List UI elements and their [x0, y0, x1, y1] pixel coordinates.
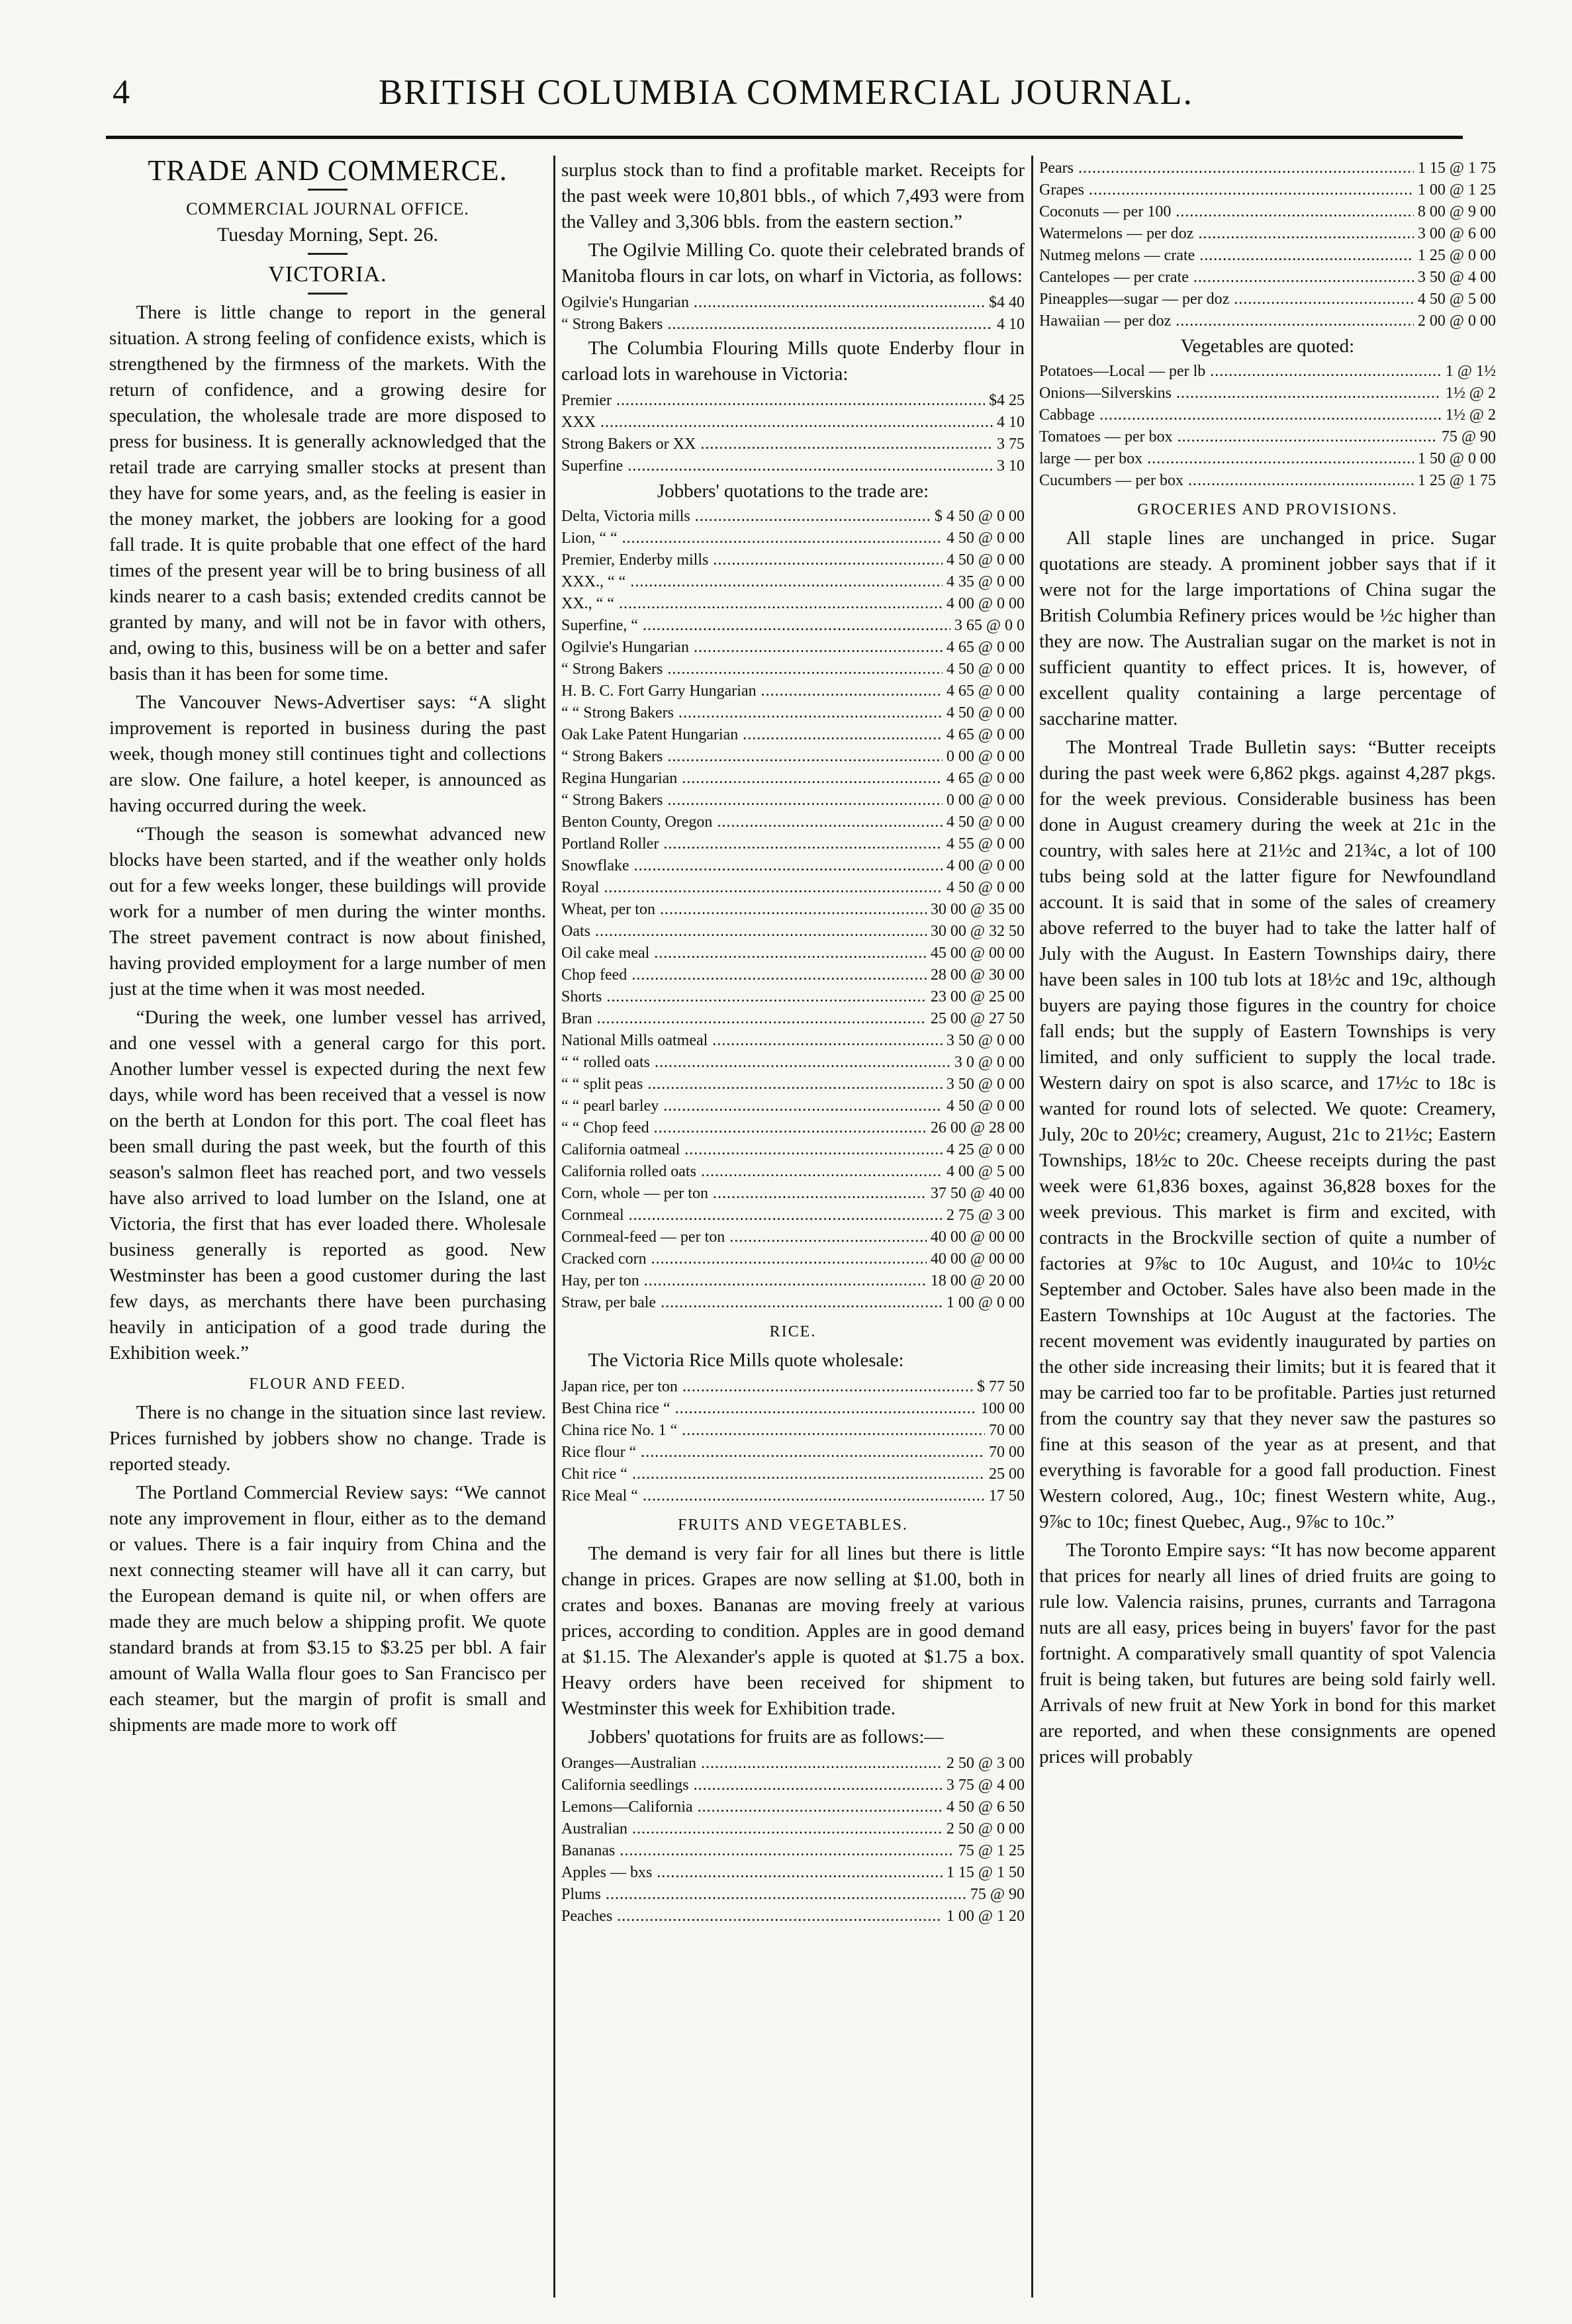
- item-name: Japan rice, per ton .....: [561, 1376, 973, 1398]
- paragraph: The Montreal Trade Bulletin says: “Butter receipts during the past week were 6,862 pkgs. against 4,287 pkgs. for the week previous. Considerable business has been done in August creamery during the week at 21c in the country, with sales here at 21½c and 21¾c, a lot of 100 tubs being sold at the latter figure for Newfoundland account. It is said that in some of the sales of creamery above referred to the buyer had to take the latter half of July with the August. In Eastern Townships dairy, there have been sales in 100 tub lots at 18½c and 19c, although buyers are paying those figures in the country for choice fall ends; but the supply of Eastern Townships is very limited, and only sufficient to supply the local trade. Western dairy on spot is also scarce, and 17½c to 18c is wanted for round lots of selected. We quote: Creamery, July, 20c to 20½c; creamery, August, 21c to 21½c; Eastern Townships, 18½c to 20c. Cheese receipts during the past week were 61,836 boxes, against 36,828 boxes for the week previous. This market is firm and excited, with contracts in the Brockville section of quite a number of factories at 9⅞c to 10c August, and 10¼c to 10½c September and October. Sales have also been made in the Eastern Townships at 10c August at the factories. The recent movement was evidently inaugurated by parties on the other side increasing their limits; but it is feared that it may be carried too far to be profitable. Parties just returned from the country say that they never saw the pastures so fine at this season of the year as at present, and that everything is favorable for a good fall production. Finest Western colored, Aug., 10c; finest Western white, Aug., 9⅞c to 10c; finest Quebec, Aug., 9⅞c to 10c.”: [1039, 737, 1496, 1532]
- item-price: 1 @ 1½: [1445, 363, 1496, 380]
- price-row: [561, 1227, 1025, 1248]
- item-name: Oak Lake Patent Hungarian .....: [561, 724, 943, 746]
- item-price: 75 @ 90: [1441, 428, 1496, 445]
- item-name: Lion, “ “ .....: [561, 528, 943, 549]
- paragraph: surplus stock than to find a profitable market. Receipts for the past week were 10,801 bbls., of which 7,493 were from the Valley and 3,306 bbls. from the eastern section.”: [561, 160, 1025, 232]
- price-row: [1039, 310, 1496, 332]
- price-row: [561, 1183, 1025, 1205]
- paragraph: The Columbia Flouring Mills quote Enderby flour in carload lots in warehouse in Victoria:: [561, 338, 1025, 385]
- price-row: [561, 877, 1025, 899]
- item-name: “ “ pearl barley .....: [561, 1095, 943, 1117]
- price-row: [561, 943, 1025, 964]
- price-row: [561, 1052, 1025, 1074]
- item-name: Pears .....: [1039, 158, 1414, 179]
- jobbers-price-list: [561, 506, 1025, 1314]
- price-row: [1039, 245, 1496, 267]
- item-price: 4 50 @ 0 00: [946, 551, 1025, 569]
- item-name: Rice Meal “ .....: [561, 1485, 985, 1507]
- price-row: [561, 1862, 1025, 1884]
- item-price: 1 15 @ 1 50: [946, 1864, 1025, 1881]
- groceries-heading: GROCERIES AND PROVISIONS.: [1137, 501, 1398, 518]
- item-price: 2 50 @ 0 00: [946, 1820, 1025, 1837]
- price-row: [1039, 267, 1496, 289]
- price-row: [1039, 289, 1496, 310]
- item-price: 1 00 @ 1 20: [946, 1908, 1025, 1925]
- price-row: [1039, 158, 1496, 179]
- section-title: TRADE AND COMMERCE.: [148, 158, 508, 187]
- item-price: 3 50 @ 0 00: [946, 1032, 1025, 1049]
- column-2: [561, 158, 1025, 2296]
- price-row: [561, 1270, 1025, 1292]
- paragraph: Jobbers' quotations for fruits are as follows:—: [588, 1726, 944, 1747]
- column-divider-1: [553, 156, 555, 2298]
- paragraph: The Vancouver News-Advertiser says: “A slight improvement is reported in business during the past week, though money still continues tight and collections are slow. One failure, a hotel keeper, is announced as having occurred during the week.: [109, 692, 546, 816]
- item-price: 4 65 @ 0 00: [946, 726, 1025, 743]
- item-name: “ “ rolled oats .....: [561, 1052, 950, 1074]
- price-row: [561, 593, 1025, 615]
- fruits-heading: FRUITS AND VEGETABLES.: [678, 1516, 908, 1534]
- item-price: 4 50 @ 0 00: [946, 879, 1025, 896]
- item-name: California rolled oats .....: [561, 1161, 943, 1183]
- item-name: Oats .....: [561, 921, 927, 943]
- vegetables-intro: Vegetables are quoted:: [1180, 336, 1355, 357]
- price-row: [561, 1117, 1025, 1139]
- item-price: 8 00 @ 9 00: [1417, 203, 1496, 220]
- item-name: Cantelopes — per crate .....: [1039, 267, 1414, 289]
- price-row: [561, 506, 1025, 528]
- item-price: 2 50 @ 3 00: [946, 1755, 1025, 1772]
- price-row: [1039, 426, 1496, 448]
- paragraph: The demand is very fair for all lines but there is little change in prices. Grapes are now selling at $1.00, both in crates and boxes. Bananas are moving freely at various prices, according to condition. Apples are in good demand at $1.15. The Alexander's apple is quoted at $1.75 a box. Heavy orders have been received for shipment to Westminster this week for Exhibition trade.: [561, 1543, 1025, 1719]
- item-price: 4 50 @ 0 00: [946, 1097, 1025, 1115]
- item-name: China rice No. 1 “ .....: [561, 1420, 985, 1442]
- price-row: [1039, 404, 1496, 426]
- item-price: 4 25 @ 0 00: [946, 1141, 1025, 1158]
- item-name: Corn, whole — per ton .....: [561, 1183, 927, 1205]
- item-price: 4 50 @ 6 50: [946, 1798, 1025, 1816]
- item-name: Lemons—California .....: [561, 1796, 943, 1818]
- price-row: [561, 1442, 1025, 1464]
- item-price: 25 00: [989, 1465, 1025, 1483]
- price-row: [1039, 223, 1496, 245]
- price-row: [561, 1753, 1025, 1775]
- price-row: [1039, 448, 1496, 470]
- item-name: “ Strong Bakers .....: [561, 746, 943, 768]
- item-price: 23 00 @ 25 00: [930, 988, 1025, 1005]
- price-row: [561, 1095, 1025, 1117]
- item-price: 70 00: [989, 1422, 1025, 1439]
- item-price: $ 77 50: [977, 1378, 1025, 1395]
- item-name: Wheat, per ton .....: [561, 899, 927, 921]
- item-name: Chit rice “ .....: [561, 1464, 985, 1485]
- price-row: [561, 812, 1025, 833]
- item-name: Regina Hungarian .....: [561, 768, 943, 790]
- item-price: 4 50 @ 5 00: [1417, 291, 1496, 308]
- item-price: 4 50 @ 0 00: [946, 661, 1025, 678]
- item-name: Hawaiian — per doz .....: [1039, 310, 1414, 332]
- price-row: [561, 1420, 1025, 1442]
- item-name: Straw, per bale .....: [561, 1292, 943, 1314]
- item-name: H. B. C. Fort Garry Hungarian .....: [561, 680, 943, 702]
- item-price: 1 00 @ 0 00: [946, 1294, 1025, 1311]
- item-name: Shorts .....: [561, 986, 927, 1008]
- price-row: [1039, 361, 1496, 383]
- paragraph: The Toronto Empire says: “It has now become apparent that prices for nearly all lines of dried fruits are going to rule low. Valencia raisins, prunes, currants and Tarragona nuts are all easy, prices being in buyers' favor for the past fortnight. A comparatively small quantity of spot Valencia fruit is being taken, but futures are being sold fairly well. Arrivals of new fruit at New York in bond for this market are reported, and when these consignments are opened prices will probably: [1039, 1540, 1496, 1767]
- column-3: [1039, 158, 1496, 2296]
- item-name: Bananas .....: [561, 1840, 954, 1862]
- item-price: 1 50 @ 0 00: [1417, 450, 1496, 467]
- item-price: 4 50 @ 0 00: [946, 530, 1025, 547]
- price-row: Ogilvie's Hungarian ..... $4 40: [561, 292, 1025, 314]
- item-name: XXX., “ “ .....: [561, 571, 943, 593]
- column-divider-2: [1031, 156, 1033, 2298]
- item-name: Cucumbers — per box .....: [1039, 470, 1414, 492]
- price-row: [561, 1906, 1025, 1928]
- item-price: 18 00 @ 20 00: [930, 1272, 1025, 1289]
- item-name: Onions—Silverskins .....: [1039, 383, 1442, 404]
- price-row: [561, 637, 1025, 659]
- paragraph: There is little change to report in the general situation. A strong feeling of confidence exists, which is strengthened by the firmness of the markets. With the return of confidence, and a growing desire for speculation, the wholesale trade are more disposed to press for business. It is generally acknowledged that the retail trade are carrying smaller stocks at present than they have for some years, and, as the feeling is easier in the money market, the jobbers are looking for a good fall trade. It is quite probable that one effect of the hard times of the present year will be to bring business of all kinds nearer to a cash basis; extended credits cannot be granted by many, and will not be in favor with others, and, owing to this, business will be on a better and safer basis than it has been for some time.: [109, 302, 546, 684]
- fruit-price-list: [561, 1753, 1025, 1928]
- item-name: “ “ Strong Bakers .....: [561, 702, 943, 724]
- paragraph: There is no change in the situation since last review. Prices furnished by jobbers show no change. Trade is reported steady.: [109, 1402, 546, 1475]
- price-row: [561, 746, 1025, 768]
- paragraph: The Portland Commercial Review says: “We cannot note any improvement in flour, either as to the demand or values. There is a fair inquiry from China and the next connecting steamer will have all it can carry, but the European demand is quite nil, or when offers are made they are much below a shipping profit. We quote standard brands at from $3.15 to $3.25 per bbl. A fair amount of Walla Walla flour goes to San Francisco per each steamer, but the margin of profit is small and shipments are made more to work off: [109, 1482, 546, 1736]
- journal-title: BRITISH COLUMBIA COMMERCIAL JOURNAL.: [378, 72, 1194, 112]
- item-price: 3 75 @ 4 00: [946, 1777, 1025, 1794]
- item-price: 1 25 @ 1 75: [1417, 472, 1496, 489]
- price-row: Strong Bakers or XX ..... 3 75: [561, 434, 1025, 455]
- item-name: Hay, per ton .....: [561, 1270, 927, 1292]
- item-price: 4 00 @ 5 00: [946, 1163, 1025, 1180]
- item-price: 70 00: [989, 1444, 1025, 1461]
- item-name: “ Strong Bakers .....: [561, 659, 943, 680]
- item-price: 3 50 @ 0 00: [946, 1076, 1025, 1093]
- price-row: [561, 1840, 1025, 1862]
- price-row: XXX ..... 4 10: [561, 412, 1025, 434]
- rice-price-list: [561, 1376, 1025, 1507]
- price-row: [561, 1030, 1025, 1052]
- jobbers-intro: Jobbers' quotations to the trade are:: [657, 481, 929, 502]
- column-1: [109, 158, 546, 2296]
- price-row: [561, 1376, 1025, 1398]
- price-row: [561, 549, 1025, 571]
- price-row: [561, 702, 1025, 724]
- price-row: Premier ..... $4 25: [561, 390, 1025, 412]
- item-name: Ogilvie's Hungarian .....: [561, 637, 943, 659]
- item-price: 1 25 @ 0 00: [1417, 247, 1496, 264]
- item-price: 1½ @ 2: [1445, 385, 1496, 402]
- item-price: 2 75 @ 3 00: [946, 1207, 1025, 1224]
- item-price: 75 @ 90: [970, 1886, 1025, 1903]
- item-name: California oatmeal .....: [561, 1139, 943, 1161]
- item-name: “ Strong Bakers .....: [561, 790, 943, 812]
- page-number: 4: [113, 73, 130, 111]
- price-row: [561, 615, 1025, 637]
- item-price: 75 @ 1 25: [958, 1842, 1025, 1859]
- divider: [308, 253, 347, 255]
- price-row: [561, 571, 1025, 593]
- price-row: [561, 1008, 1025, 1030]
- item-name: “ “ Chop feed .....: [561, 1117, 927, 1139]
- price-row: [561, 1205, 1025, 1227]
- item-price: 45 00 @ 00 00: [930, 945, 1025, 962]
- price-row: [561, 724, 1025, 746]
- item-price: 4 65 @ 0 00: [946, 770, 1025, 787]
- price-row: [561, 1248, 1025, 1270]
- item-price: 1½ @ 2: [1445, 406, 1496, 424]
- paragraph: All staple lines are unchanged in price. Sugar quotations are steady. A prominent jobber says that if it were not for the large importations of China sugar the British Columbia Refinery prices would be ½c higher than they are now. The Australian sugar on the market is not in sufficient quantity to effect prices. It is, however, of excellent quality containing a large percentage of saccharine matter.: [1039, 528, 1496, 729]
- item-name: Oil cake meal .....: [561, 943, 927, 964]
- item-name: Tomatoes — per box .....: [1039, 426, 1438, 448]
- item-name: large — per box .....: [1039, 448, 1414, 470]
- price-row: [561, 1292, 1025, 1314]
- price-row: [561, 659, 1025, 680]
- price-row: “ Strong Bakers ..... 4 10: [561, 314, 1025, 336]
- item-price: 0 00 @ 0 00: [946, 748, 1025, 765]
- price-row: [561, 680, 1025, 702]
- price-row: [561, 1074, 1025, 1095]
- price-row: [561, 921, 1025, 943]
- item-name: Chop feed .....: [561, 964, 927, 986]
- item-name: Delta, Victoria mills .....: [561, 506, 931, 528]
- price-row: [561, 1139, 1025, 1161]
- item-name: Bran .....: [561, 1008, 927, 1030]
- header-rule: [106, 136, 1463, 139]
- item-name: Plums .....: [561, 1884, 966, 1906]
- item-price: 17 50: [989, 1487, 1025, 1505]
- item-name: Benton County, Oregon .....: [561, 812, 943, 833]
- price-row: [561, 790, 1025, 812]
- item-price: 0 00 @ 0 00: [946, 792, 1025, 809]
- item-name: Peaches .....: [561, 1906, 943, 1928]
- item-name: Coconuts — per 100 .....: [1039, 201, 1414, 223]
- item-price: 3 65 @ 0 0: [954, 617, 1025, 634]
- price-row: Superfine ..... 3 10: [561, 455, 1025, 477]
- item-name: Royal .....: [561, 877, 943, 899]
- item-price: 3 0 @ 0 00: [954, 1054, 1025, 1071]
- price-row: [561, 855, 1025, 877]
- price-row: [561, 1464, 1025, 1485]
- item-price: 1 00 @ 1 25: [1417, 181, 1496, 199]
- price-row: [561, 964, 1025, 986]
- item-price: 40 00 @ 00 00: [930, 1250, 1025, 1268]
- price-row: [561, 1884, 1025, 1906]
- price-row: [561, 1485, 1025, 1507]
- item-name: Best China rice “ .....: [561, 1398, 977, 1420]
- price-row: [561, 528, 1025, 549]
- divider: [308, 293, 347, 295]
- item-price: 3 00 @ 6 00: [1417, 225, 1496, 242]
- item-price: 40 00 @ 00 00: [930, 1229, 1025, 1246]
- paragraph: The Victoria Rice Mills quote wholesale:: [588, 1350, 904, 1371]
- price-row: [561, 1775, 1025, 1796]
- paragraph: “Though the season is somewhat advanced new blocks have been started, and if the weather only holds out for a few weeks longer, these buildings will provide work for a number of men during the winter months. The street pavement contract is now about finished, having provided employment for a large number of men just at the time when it was most needed.: [109, 823, 546, 999]
- item-name: Cornmeal .....: [561, 1205, 943, 1227]
- item-price: 26 00 @ 28 00: [930, 1119, 1025, 1137]
- item-price: 100 00: [981, 1400, 1025, 1417]
- paragraph: “During the week, one lumber vessel has arrived, and one vessel with a general cargo for this port. Another lumber vessel is expected during the next few days, while word has been received that a vessel is now on the berth at London for this port. The coal fleet has been small during the past week, but the fourth of this season's salmon fleet has reached port, and two vessels have also arrived to load lumber on the Island, one at Victoria, the first that has ever loaded there. Wholesale business generally is reported as good. New Westminster has been a good customer during the last few days, as merchants there have been purchasing heavily in anticipation of a good trade during the Exhibition week.”: [109, 1007, 546, 1364]
- price-row: [561, 768, 1025, 790]
- item-price: 4 65 @ 0 00: [946, 682, 1025, 700]
- price-row: [561, 986, 1025, 1008]
- item-name: XX., “ “ .....: [561, 593, 943, 615]
- item-price: $ 4 50 @ 0 00: [934, 508, 1025, 525]
- item-name: Rice flour “ .....: [561, 1442, 985, 1464]
- price-row: [1039, 179, 1496, 201]
- item-name: Superfine, “ .....: [561, 615, 950, 637]
- price-row: [1039, 383, 1496, 404]
- price-row: [561, 899, 1025, 921]
- fruit-price-list-continued: [1039, 158, 1496, 332]
- page-header: [0, 66, 1572, 119]
- item-price: 3 50 @ 4 00: [1417, 269, 1496, 286]
- item-name: Portland Roller .....: [561, 833, 943, 855]
- rice-heading: RICE.: [769, 1323, 817, 1340]
- item-price: 4 50 @ 0 00: [946, 813, 1025, 831]
- ogilvie-price-list: [561, 292, 1025, 336]
- flour-heading: FLOUR AND FEED.: [249, 1375, 406, 1393]
- item-name: Pineapples—sugar — per doz .....: [1039, 289, 1414, 310]
- item-name: Cornmeal-feed — per ton .....: [561, 1227, 927, 1248]
- price-row: [1039, 201, 1496, 223]
- item-price: 25 00 @ 27 50: [930, 1010, 1025, 1027]
- vegetable-price-list: [1039, 361, 1496, 492]
- item-price: 4 00 @ 0 00: [946, 595, 1025, 612]
- item-price: 2 00 @ 0 00: [1417, 312, 1496, 330]
- divider: [308, 189, 347, 191]
- item-name: Oranges—Australian .....: [561, 1753, 943, 1775]
- price-row: [561, 1161, 1025, 1183]
- item-price: 30 00 @ 32 50: [930, 923, 1025, 940]
- item-name: Apples — bxs .....: [561, 1862, 943, 1884]
- item-name: Watermelons — per doz .....: [1039, 223, 1414, 245]
- item-price: 37 50 @ 40 00: [930, 1185, 1025, 1202]
- dateline: Tuesday Morning, Sept. 26.: [217, 224, 438, 246]
- item-price: 4 65 @ 0 00: [946, 639, 1025, 656]
- item-price: 4 35 @ 0 00: [946, 573, 1025, 590]
- item-price: 4 00 @ 0 00: [946, 857, 1025, 874]
- price-row: [1039, 470, 1496, 492]
- price-row: [561, 833, 1025, 855]
- paragraph: The Ogilvie Milling Co. quote their celebrated brands of Manitoba flours in car lots, on wharf in Victoria, as follows:: [561, 240, 1025, 287]
- item-name: Cabbage .....: [1039, 404, 1442, 426]
- enderby-price-list: [561, 390, 1025, 477]
- item-price: 30 00 @ 35 00: [930, 901, 1025, 918]
- item-price: 4 55 @ 0 00: [946, 835, 1025, 853]
- item-name: Premier, Enderby mills .....: [561, 549, 943, 571]
- price-row: [561, 1818, 1025, 1840]
- item-price: 1 15 @ 1 75: [1417, 160, 1496, 177]
- item-name: National Mills oatmeal .....: [561, 1030, 943, 1052]
- item-name: Nutmeg melons — crate .....: [1039, 245, 1414, 267]
- item-name: Potatoes—Local — per lb .....: [1039, 361, 1442, 383]
- item-price: 4 50 @ 0 00: [946, 704, 1025, 721]
- item-name: Snowflake .....: [561, 855, 943, 877]
- city-heading: VICTORIA.: [268, 262, 387, 287]
- price-row: [561, 1796, 1025, 1818]
- item-name: “ “ split peas .....: [561, 1074, 943, 1095]
- item-name: Australian .....: [561, 1818, 943, 1840]
- item-price: 28 00 @ 30 00: [930, 966, 1025, 984]
- price-row: [561, 1398, 1025, 1420]
- office-line: COMMERCIAL JOURNAL OFFICE.: [186, 199, 469, 218]
- item-name: Grapes .....: [1039, 179, 1414, 201]
- item-name: Cracked corn .....: [561, 1248, 927, 1270]
- item-name: California seedlings .....: [561, 1775, 943, 1796]
